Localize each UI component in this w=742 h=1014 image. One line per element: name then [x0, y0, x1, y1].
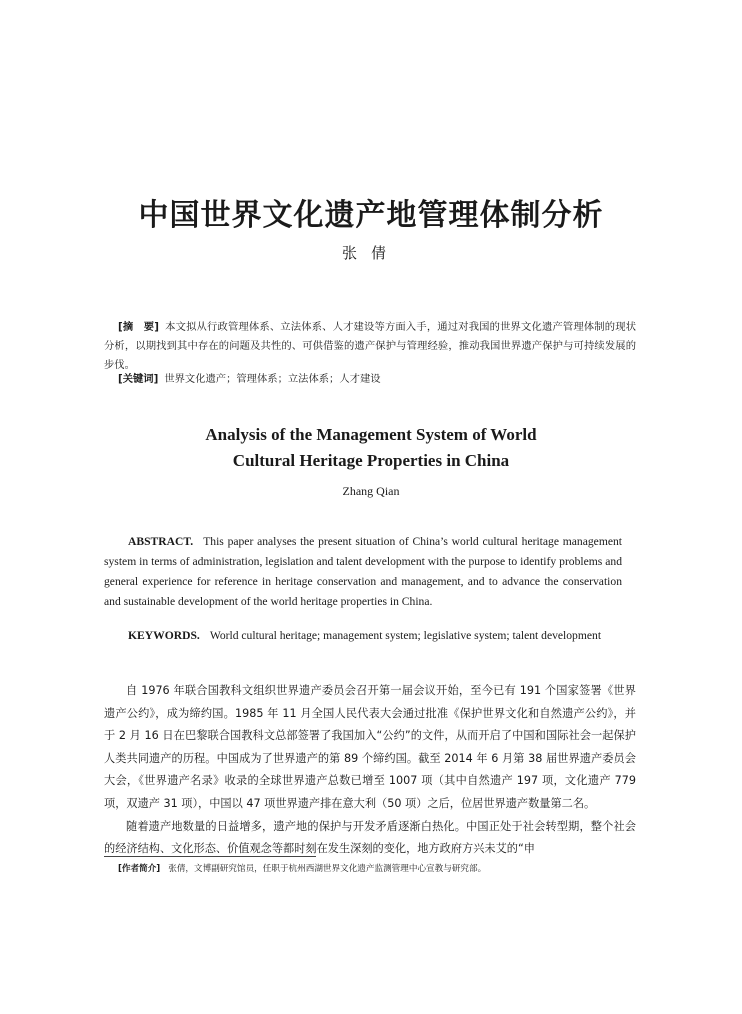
abstract-en-label: ABSTRACT. [128, 535, 194, 548]
keywords-en-label: KEYWORDS. [128, 629, 200, 642]
body-paragraph: 自 1976 年联合国教科文组织世界遗产委员会召开第一届会议开始，至今已有 191 个国家签署《世界遗产公约》，成为缔约国。1985 年 11 月全国人民代表大会通过批准《保护世界文化和自然遗产公约》，并于 2 月 16 日在巴黎联合国教科文总部签署了我国加入“公约”的文件，从而开启了中国和国际社会一起保护人类共同遗产的历程。中国成为了世界遗产的第 89 个缔约国。截至 2014 年 6 月第 38 届世界遗产委员会大会，《世界遗产名录》收录的全球世界遗产总数已增至 1007 项（其中自然遗产 197 项，文化遗产 779 项，双遗产 31 项），中国以 47 项世界遗产排在意大利（50 项）之后，位居世界遗产数量第二名。 [104, 684, 636, 810]
abstract-cn-text: 本文拟从行政管理体系、立法体系、人才建设等方面入手，通过对我国的世界文化遗产管理体制的现状分析，以期找到其中存在的问题及共性的、可供借鉴的遗产保护与管理经验，推动我国世界遗产保护与可持续发展的步伐。 [104, 321, 636, 371]
abstract-en-text: This paper analyses the present situation of China’s world cultural heritage management system in terms of administration, legislation and talent development with the purpose to identify problems and general experience for reference in heritage conservation and management, and to advance the conservation and sustainable development of the world heritage properties in China. [104, 535, 622, 608]
abstract-en [104, 532, 622, 612]
footnote-divider [104, 856, 316, 857]
footnote-label: [作者简介] [118, 864, 161, 874]
english-title-line-2: Cultural Heritage Properties in China [232, 451, 510, 470]
english-title-line-1: Analysis of the Management System of World [205, 425, 537, 444]
abstract-cn-label: [摘 要] [118, 321, 159, 333]
keywords-en [104, 626, 622, 646]
keywords-cn-text: 世界文化遗产；管理体系；立法体系；人才建设 [164, 373, 381, 385]
abstract-cn [104, 318, 636, 375]
body-text [104, 680, 636, 861]
author-name-en: Zhang Qian [342, 484, 400, 498]
english-title [0, 422, 742, 474]
author-footnote [118, 862, 638, 876]
keywords-cn-label: [关键词] [118, 373, 159, 385]
footnote-text: 张倩，文博副研究馆员，任职于杭州西湖世界文化遗产监测管理中心宣教与研究部。 [168, 864, 487, 874]
author-name-cn: 张倩 [341, 244, 400, 262]
keywords-cn [118, 370, 638, 389]
keywords-en-text: World cultural heritage; management system; legislative system; talent development [209, 629, 602, 642]
page-title: 中国世界文化遗产地管理体制分析 [138, 198, 604, 233]
body-paragraph: 随着遗产地数量的日益增多，遗产地的保护与开发矛盾逐渐白热化。中国正处于社会转型期，整个社会的经济结构、文化形态、价值观念等都时刻在发生深刻的变化，地方政府方兴未艾的“申 [104, 819, 636, 856]
